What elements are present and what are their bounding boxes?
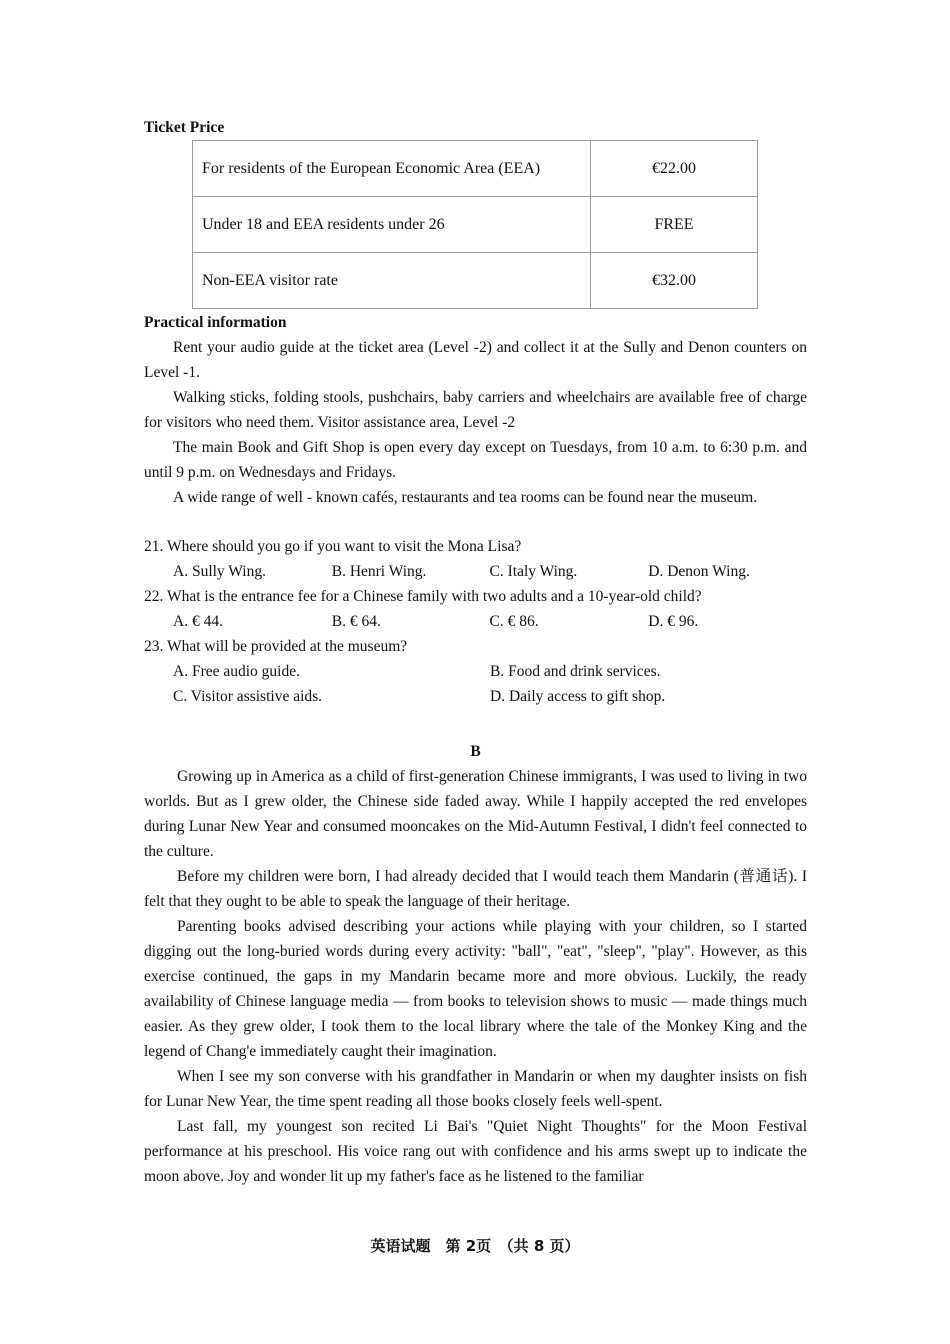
- story-paragraph: When I see my son converse with his grandfather in Mandarin or when my daughter insists on fish for Lunar New Year, the time spent reading all those books closely feels well-spent.: [144, 1068, 807, 1110]
- section-title: B: [470, 743, 481, 760]
- story-paragraph: Last fall, my youngest son recited Li Bai's "Quiet Night Thoughts" for the Moon Festival performance at his preschool. His voice rang out with confidence and his arms swept up to indicate the moon above. Joy and wonder lit up my father's face as he listened to the familiar: [144, 1118, 807, 1185]
- story-paragraph: Before my children were born, I had already decided that I would teach them Mandarin (普通话). I felt that they ought to be able to speak the language of their heritage.: [144, 868, 807, 910]
- option-b: B. Food and drink services.: [490, 663, 661, 680]
- practical-info-heading: Practical information: [144, 314, 287, 331]
- table-row: [193, 253, 758, 309]
- option-c: C. Visitor assistive aids.: [173, 688, 323, 705]
- option-a: A. Sully Wing.: [173, 563, 266, 580]
- price-row-label: Under 18 and EEA residents under 26: [193, 197, 591, 253]
- page-footer: 英语试题 第 2页 （共 8 页）: [370, 1237, 580, 1255]
- story-paragraph: Parenting books advised describing your actions while playing with your children, so I started digging out the long-buried words during every activity: "ball", "eat", "sleep", "play". However, as this exercise continued, the gaps in my Mandarin became more and more obvious. Luckily, the ready availability of Chinese language media — from books to television shows to music — made things much easier. As they grew older, I took them to the local library where the tale of the Monkey King and the legend of Chang'e immediately caught their imagination.: [144, 918, 807, 1060]
- practical-paragraph: A wide range of well - known cafés, restaurants and tea rooms can be found near the museum.: [173, 489, 758, 506]
- practical-paragraph: Rent your audio guide at the ticket area (Level -2) and collect it at the Sully and Denon counters on Level -1.: [144, 339, 807, 381]
- practical-paragraph: Walking sticks, folding stools, pushchairs, baby carriers and wheelchairs are available free of charge for visitors who need them. Visitor assistance area, Level -2: [144, 389, 807, 431]
- price-row-value: €32.00: [591, 253, 758, 309]
- option-d: D. Daily access to gift shop.: [490, 688, 666, 705]
- table-row: [193, 141, 758, 197]
- price-row-label: For residents of the European Economic Area (EEA): [193, 141, 591, 197]
- question-stem: 21. Where should you go if you want to visit the Mona Lisa?: [144, 538, 522, 555]
- table-row: [193, 197, 758, 253]
- price-row-value: €22.00: [591, 141, 758, 197]
- option-list: [144, 559, 807, 584]
- option-list: [144, 659, 807, 684]
- question-stem: 22. What is the entrance fee for a Chinese family with two adults and a 10-year-old child?: [144, 588, 702, 605]
- option-b: B. Henri Wing.: [331, 563, 427, 580]
- question-stem: 23. What will be provided at the museum?: [144, 638, 408, 655]
- price-row-label: Non-EEA visitor rate: [193, 253, 591, 309]
- exam-page: [144, 116, 807, 1189]
- option-d: D. € 96.: [648, 613, 699, 630]
- price-row-value: FREE: [591, 197, 758, 253]
- option-a: A. € 44.: [173, 613, 223, 630]
- option-a: A. Free audio guide.: [173, 663, 300, 680]
- option-list: [144, 609, 807, 634]
- ticket-price-table: [192, 140, 758, 309]
- option-d: D. Denon Wing.: [648, 563, 750, 580]
- practical-paragraph: The main Book and Gift Shop is open every day except on Tuesdays, from 10 a.m. to 6:30 p.m. and until 9 p.m. on Wednesdays and Fridays.: [144, 439, 807, 481]
- option-list: [144, 684, 807, 709]
- option-b: B. € 64.: [331, 613, 381, 630]
- option-c: C. € 86.: [489, 613, 539, 630]
- option-c: C. Italy Wing.: [489, 563, 578, 580]
- story-paragraph: Growing up in America as a child of first-generation Chinese immigrants, I was used to living in two worlds. But as I grew older, the Chinese side faded away. While I happily accepted the red envelopes during Lunar New Year and consumed mooncakes on the Mid-Autumn Festival, I didn't feel connected to the culture.: [144, 768, 807, 860]
- ticket-price-heading: Ticket Price: [144, 119, 225, 136]
